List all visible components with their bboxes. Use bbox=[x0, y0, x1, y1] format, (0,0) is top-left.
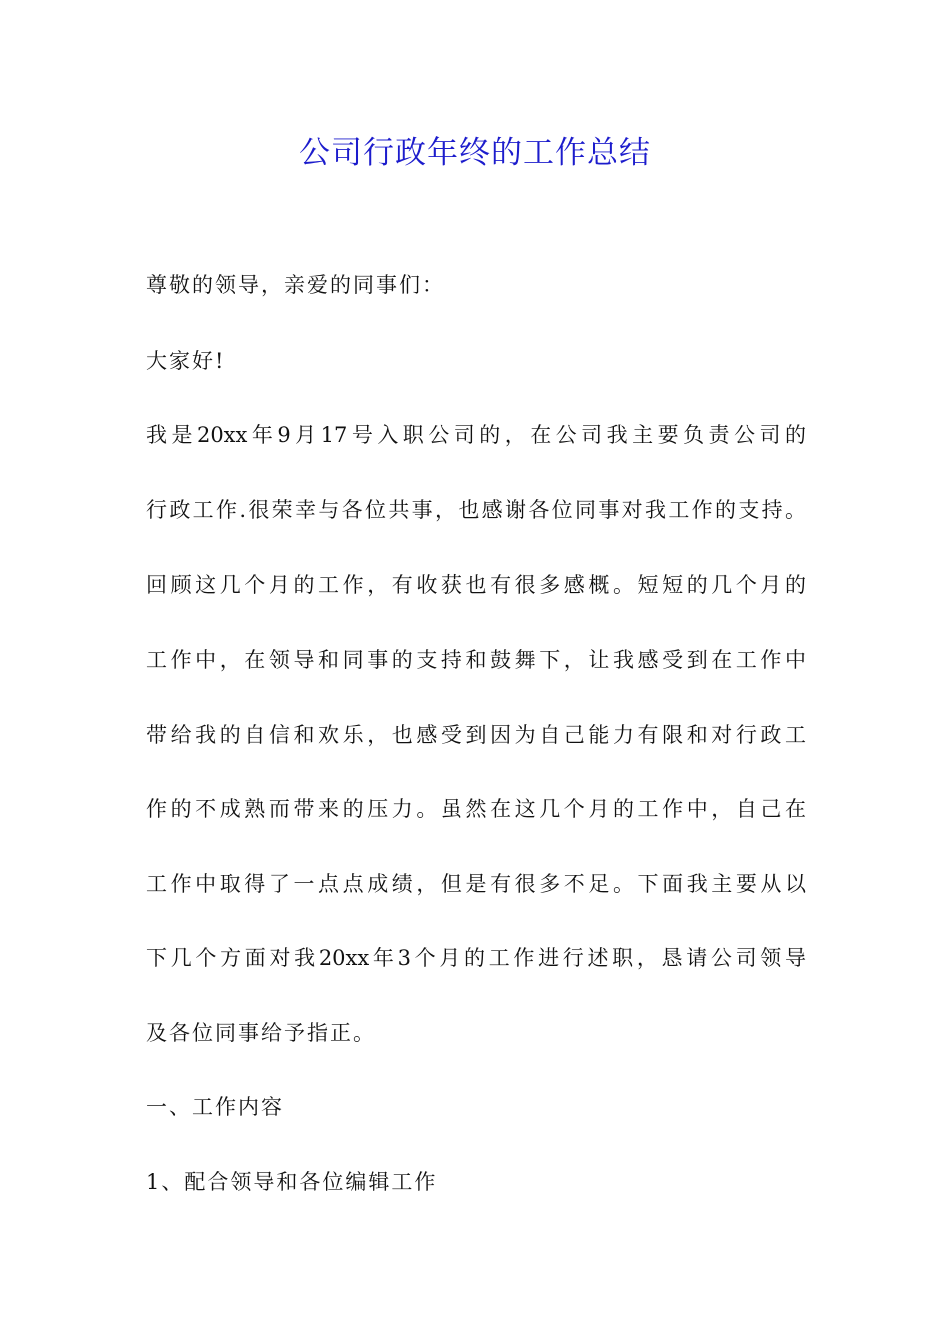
paragraph-line: 工作中，在领导和同事的支持和鼓舞下，让我感受到在工作中 bbox=[146, 648, 806, 672]
paragraph-line: 作的不成熟而带来的压力。虽然在这几个月的工作中，自己在 bbox=[146, 797, 806, 821]
section-heading: 一、工作内容 bbox=[146, 1095, 284, 1119]
salutation-line: 大家好! bbox=[146, 349, 226, 373]
paragraph-line: 及各位同事给予指正。 bbox=[146, 1021, 376, 1045]
paragraph-line: 回顾这几个月的工作，有收获也有很多感概。短短的几个月的 bbox=[146, 573, 806, 597]
document-title: 公司行政年终的工作总结 bbox=[299, 135, 651, 171]
paragraph-line: 下几个方面对我20xx年3个月的工作进行述职，恳请公司领导 bbox=[146, 946, 806, 970]
paragraph-line: 我是20xx年9月17号入职公司的，在公司我主要负责公司的 bbox=[146, 423, 806, 447]
paragraph-line: 工作中取得了一点点成绩，但是有很多不足。下面我主要从以 bbox=[146, 872, 806, 896]
subsection-heading: 1、配合领导和各位编辑工作 bbox=[146, 1170, 438, 1194]
paragraph-line: 带给我的自信和欢乐，也感受到因为自己能力有限和对行政工 bbox=[146, 723, 806, 747]
paragraph-line: 行政工作.很荣幸与各位共事，也感谢各位同事对我工作的支持。 bbox=[146, 498, 806, 522]
greeting-line: 尊敬的领导，亲爱的同事们： bbox=[146, 273, 445, 297]
